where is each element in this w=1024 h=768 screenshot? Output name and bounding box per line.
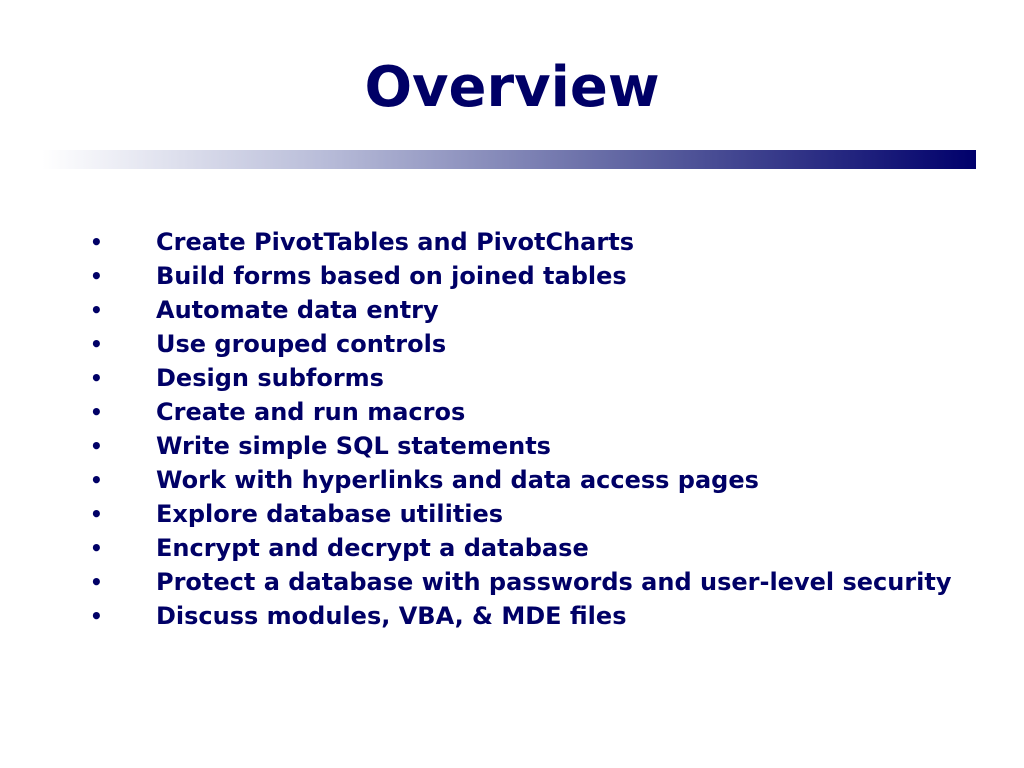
bullet-text: Encrypt and decrypt a database [156,534,589,562]
bullet-icon: • [90,468,103,492]
bullet-text: Build forms based on joined tables [156,262,627,290]
bullet-text: Create and run macros [156,398,466,426]
bullet-icon: • [90,536,103,560]
slide-title: Overview [364,55,660,120]
bullet-text: Work with hyperlinks and data access pages [156,466,759,494]
bullet-item [88,467,968,494]
bullet-item [88,433,968,460]
bullet-item [88,297,968,324]
bullet-text: Automate data entry [156,296,439,324]
bullet-icon: • [90,434,103,458]
bullet-item [88,365,968,392]
bullet-icon: • [90,400,103,424]
bullet-icon: • [90,332,103,356]
bullet-text: Discuss modules, VBA, & MDE files [156,602,627,630]
bullet-text: Design subforms [156,364,384,392]
bullet-item [88,229,968,256]
bullet-text: Create PivotTables and PivotCharts [156,228,634,256]
bullet-icon: • [90,298,103,322]
title-gradient-bar [42,150,976,169]
bullet-text: Use grouped controls [156,330,447,358]
bullet-item [88,569,968,596]
bullet-text: Explore database utilities [156,500,504,528]
bullet-item [88,331,968,358]
bullet-text: Protect a database with passwords and user-level security [156,568,952,596]
bullet-text: Write simple SQL statements [156,432,551,460]
bullet-icon: • [90,366,103,390]
bullet-icon: • [90,502,103,526]
bullet-item [88,263,968,290]
bullet-icon: • [90,570,103,594]
bullet-list [88,229,968,637]
bullet-icon: • [90,230,103,254]
bullet-item [88,501,968,528]
bullet-item [88,603,968,630]
bullet-item [88,535,968,562]
bullet-icon: • [90,604,103,628]
bullet-item [88,399,968,426]
bullet-icon: • [90,264,103,288]
